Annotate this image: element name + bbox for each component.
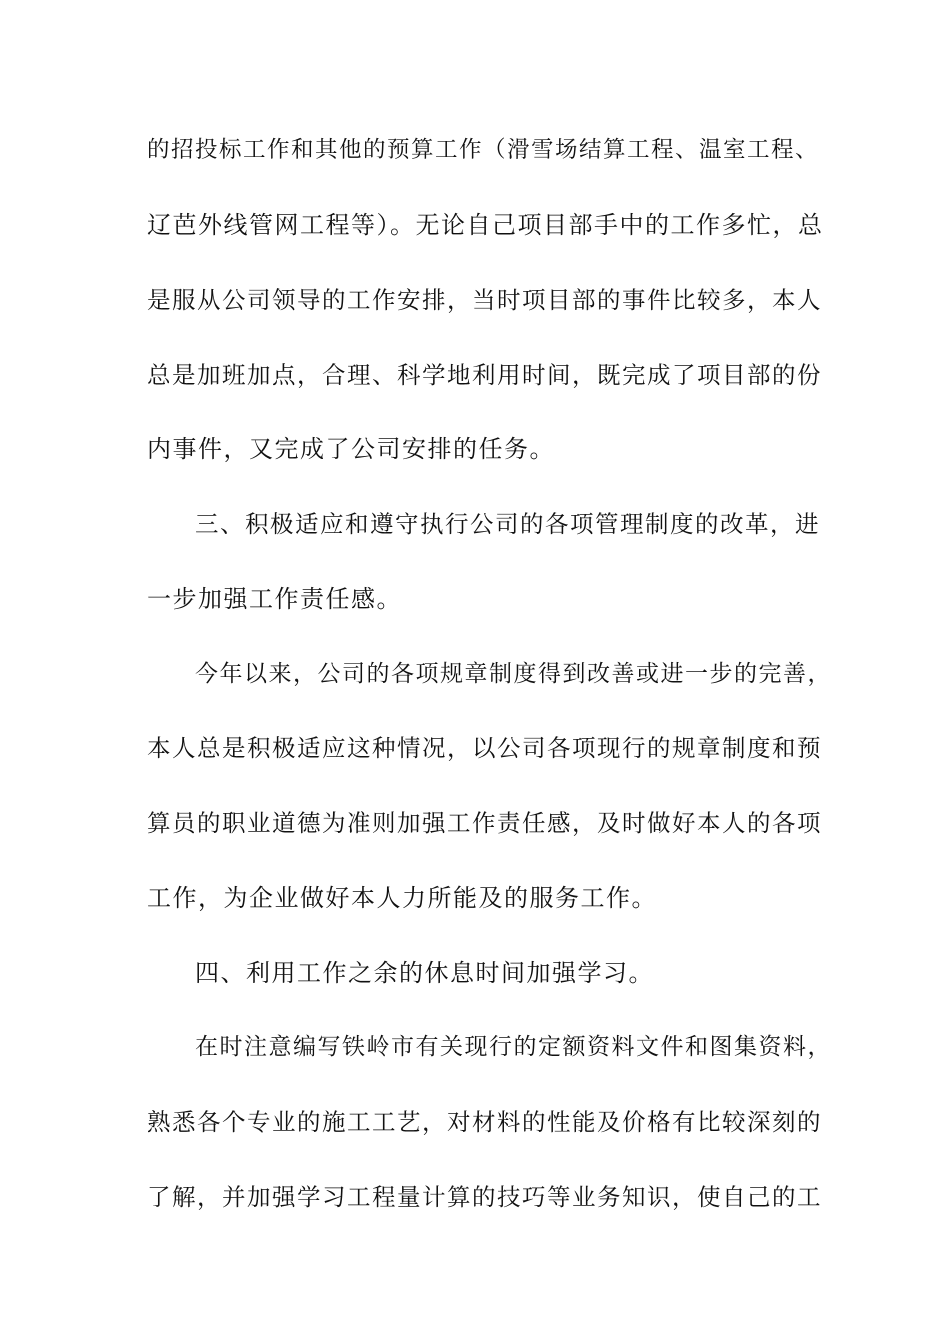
section-heading-4: 四、利用工作之余的休息时间加强学习。	[195, 959, 654, 987]
text-line: 辽芭外线管网工程等）。无论自己项目部手中的工作多忙，总	[147, 211, 824, 239]
text-line: 了解，并加强学习工程量计算的技巧等业务知识，使自己的工	[147, 1183, 822, 1211]
text-line: 本人总是积极适应这种情况，以公司各项现行的规章制度和预	[147, 734, 822, 762]
text-line: 今年以来，公司的各项规章制度得到改善或进一步的完善，	[195, 661, 832, 687]
text-line: 算员的职业道德为准则加强工作责任感，及时做好本人的各项	[147, 809, 822, 837]
text-line: 总是加班加点，合理、科学地利用时间，既完成了项目部的份	[147, 361, 822, 389]
text-line: 是服从公司领导的工作安排，当时项目部的事件比较多，本人	[147, 286, 822, 314]
text-line: 熟悉各个专业的施工工艺，对材料的性能及价格有比较深刻的	[147, 1108, 822, 1136]
text-line: 内事件，又完成了公司安排的任务。	[147, 435, 555, 463]
section-heading-3: 三、积极适应和遵守执行公司的各项管理制度的改革，进	[195, 510, 820, 538]
text-line: 的招投标工作和其他的预算工作（滑雪场结算工程、温室工程、	[147, 137, 820, 163]
text-line: 工作，为企业做好本人力所能及的服务工作。	[147, 884, 657, 912]
text-line: 在时注意编写铁岭市有关现行的定额资料文件和图集资料，	[195, 1034, 832, 1060]
section-heading-3-cont: 一步加强工作责任感。	[147, 585, 402, 613]
